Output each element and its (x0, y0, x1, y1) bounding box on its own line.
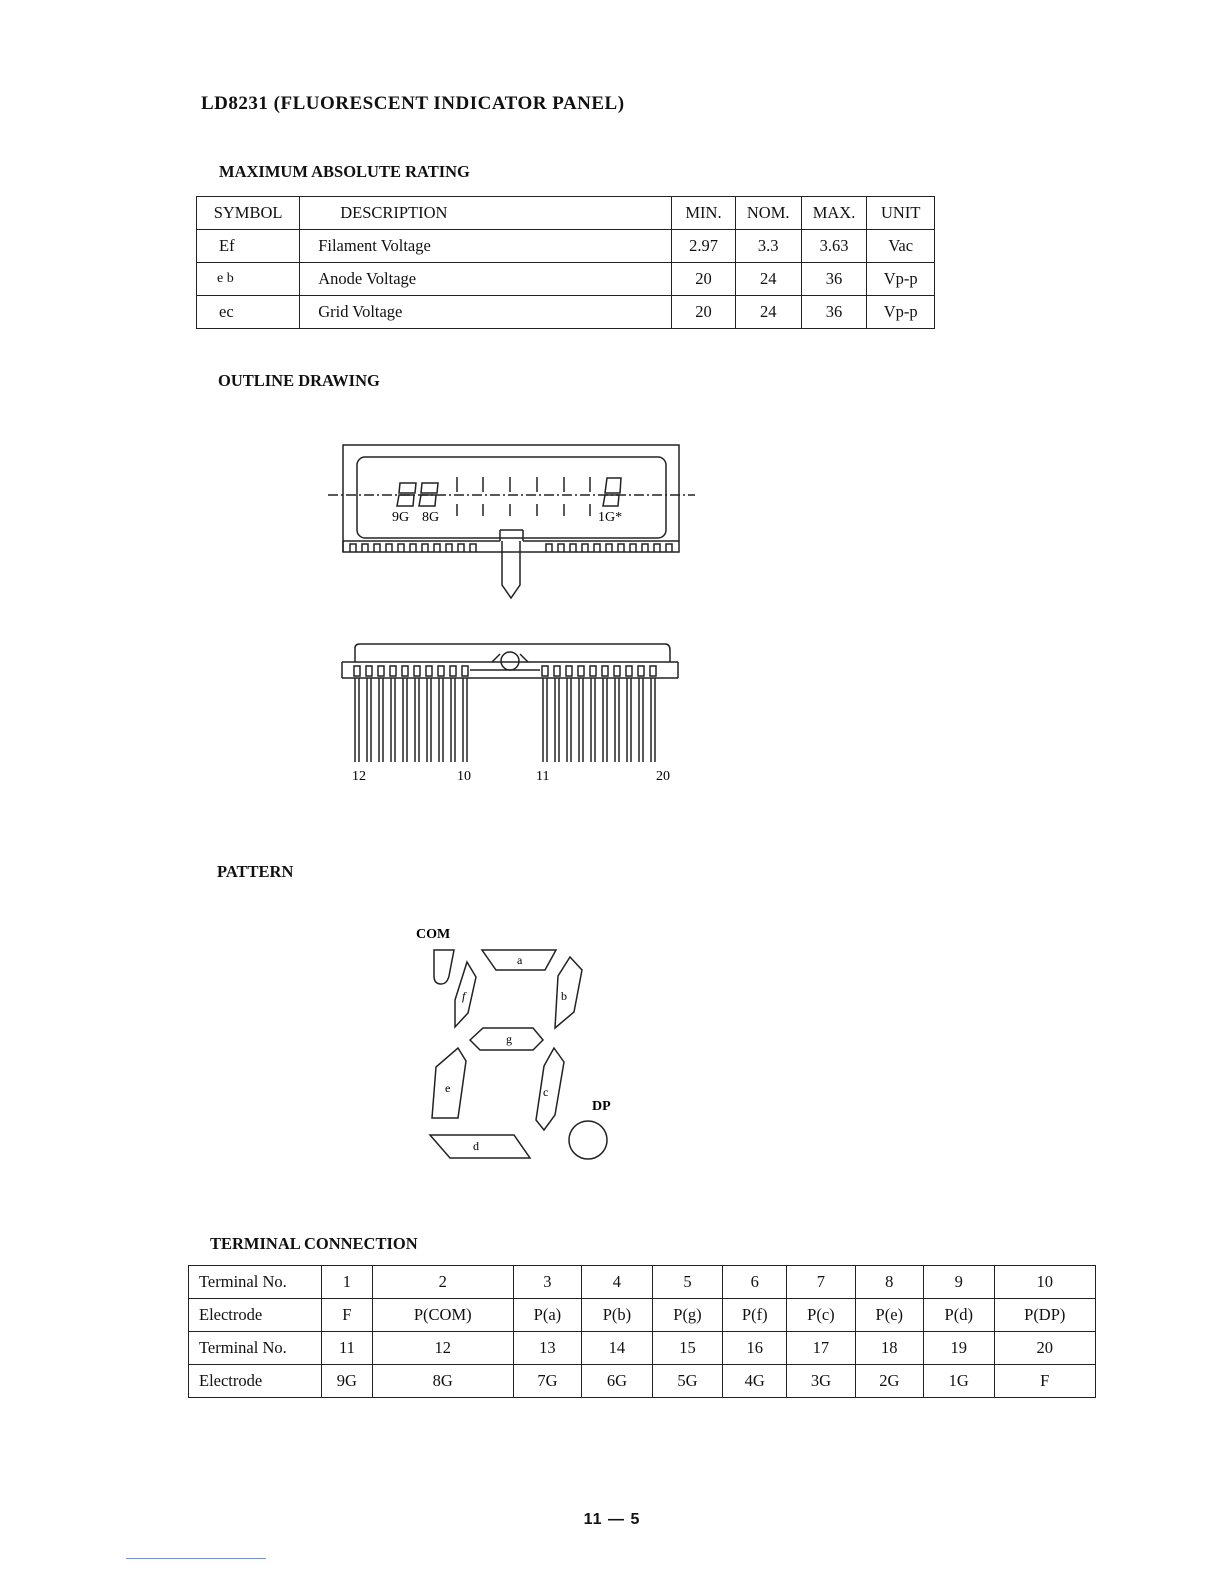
digit-8g-glyph (419, 483, 438, 506)
cell-electrode: P(a) (513, 1299, 581, 1332)
pin-header (450, 666, 456, 676)
cell-nom: 24 (735, 296, 801, 329)
pin-header (462, 666, 468, 676)
cell-max: 3.63 (801, 230, 867, 263)
pin-header (378, 666, 384, 676)
outline-heading: OUTLINE DRAWING (218, 371, 380, 390)
pin-header (426, 666, 432, 676)
pin-label-10: 10 (457, 769, 471, 784)
cell-max: 36 (801, 263, 867, 296)
table-row (197, 263, 935, 296)
row-label-terminal: Terminal No. (189, 1332, 322, 1365)
cell-electrode: 6G (582, 1365, 653, 1398)
pin-header (554, 666, 560, 676)
cell-unit: Vp-p (867, 263, 935, 296)
pin-label-12: 12 (352, 769, 366, 784)
pin-header (390, 666, 396, 676)
cell-terminal: 17 (787, 1332, 855, 1365)
cell-electrode: P(b) (582, 1299, 653, 1332)
grid-label-1g: 1G* (598, 510, 623, 525)
cell-terminal: 19 (923, 1332, 994, 1365)
cell-unit: Vac (867, 230, 935, 263)
cell-min: 2.97 (672, 230, 736, 263)
cell-electrode: 5G (652, 1365, 723, 1398)
pin-header (578, 666, 584, 676)
segment-label-b: b (561, 989, 567, 1003)
cell-terminal: 12 (372, 1332, 513, 1365)
pin-header (566, 666, 572, 676)
row-label-electrode: Electrode (189, 1365, 322, 1398)
grid-label-9g: 9G (392, 510, 410, 525)
table-row (189, 1365, 1096, 1398)
cell-symbol: e b (197, 263, 300, 296)
segment-label-a: a (517, 953, 523, 967)
segment-b (555, 957, 582, 1028)
cell-terminal: 8 (855, 1266, 923, 1299)
cell-electrode: P(d) (923, 1299, 994, 1332)
header-unit: UNIT (867, 197, 935, 230)
rating-table (196, 196, 935, 329)
max-rating-heading: MAXIMUM ABSOLUTE RATING (219, 162, 470, 181)
pin-header (614, 666, 620, 676)
grid-label-8g: 8G (422, 510, 440, 525)
table-row (189, 1299, 1096, 1332)
cell-terminal: 6 (723, 1266, 787, 1299)
page-number: 11 — 5 (583, 1511, 641, 1528)
cell-symbol: ec (197, 296, 300, 329)
cell-electrode: P(DP) (994, 1299, 1095, 1332)
cell-min: 20 (672, 263, 736, 296)
pin-header (590, 666, 596, 676)
pin-header (402, 666, 408, 676)
segment-label-e: e (445, 1081, 451, 1095)
pin-header (366, 666, 372, 676)
cell-terminal: 15 (652, 1332, 723, 1365)
cell-terminal: 5 (652, 1266, 723, 1299)
header-nom: NOM. (735, 197, 801, 230)
cell-symbol: Ef (197, 230, 300, 263)
pin-label-11: 11 (536, 769, 550, 784)
footer-rule (126, 1558, 266, 1559)
pin-header (638, 666, 644, 676)
dp-label: DP (592, 1099, 611, 1114)
pattern-heading: PATTERN (217, 862, 294, 881)
cell-terminal: 11 (322, 1332, 373, 1365)
cell-nom: 3.3 (735, 230, 801, 263)
cell-terminal: 13 (513, 1332, 581, 1365)
cell-terminal: 16 (723, 1332, 787, 1365)
digit-9g-glyph (397, 483, 416, 506)
cell-terminal: 4 (582, 1266, 653, 1299)
digit-1g-glyph (603, 478, 621, 506)
segment-label-g: g (506, 1032, 512, 1046)
cell-electrode: 1G (923, 1365, 994, 1398)
outline-side-view (330, 640, 690, 790)
pin-header (414, 666, 420, 676)
segment-d (430, 1135, 530, 1158)
pin-label-20: 20 (656, 769, 670, 784)
header-min: MIN. (672, 197, 736, 230)
pin-header (602, 666, 608, 676)
header-max: MAX. (801, 197, 867, 230)
exhaust-tip-circle (501, 652, 519, 670)
table-row (189, 1266, 1096, 1299)
panel-body-outline (343, 445, 679, 552)
cell-electrode: 3G (787, 1365, 855, 1398)
cell-terminal: 18 (855, 1332, 923, 1365)
cell-terminal: 1 (322, 1266, 373, 1299)
pin-header (438, 666, 444, 676)
cell-description: Grid Voltage (300, 296, 672, 329)
cell-electrode: P(COM) (372, 1299, 513, 1332)
terminal-table (188, 1265, 1096, 1398)
table-header-row (197, 197, 935, 230)
cell-terminal: 14 (582, 1332, 653, 1365)
cell-max: 36 (801, 296, 867, 329)
page-title: LD8231 (FLUORESCENT INDICATOR PANEL) (201, 93, 625, 114)
segment-com (434, 950, 454, 984)
header-description: DESCRIPTION (300, 197, 672, 230)
cell-electrode: 8G (372, 1365, 513, 1398)
cell-terminal: 9 (923, 1266, 994, 1299)
row-label-electrode: Electrode (189, 1299, 322, 1332)
outline-front-view (320, 440, 710, 605)
digit-separators (457, 477, 590, 516)
cell-electrode: P(e) (855, 1299, 923, 1332)
cell-terminal: 10 (994, 1266, 1095, 1299)
pin-row (354, 666, 656, 762)
cell-electrode: 9G (322, 1365, 373, 1398)
cell-terminal: 20 (994, 1332, 1095, 1365)
table-row (189, 1332, 1096, 1365)
cell-terminal: 7 (787, 1266, 855, 1299)
segment-label-d: d (473, 1139, 479, 1153)
segment-pattern (410, 920, 630, 1170)
pin-header (650, 666, 656, 676)
exhaust-tip-base (500, 530, 523, 541)
terminal-heading: TERMINAL CONNECTION (210, 1234, 418, 1253)
pin-header (542, 666, 548, 676)
pin-header (354, 666, 360, 676)
cell-description: Filament Voltage (300, 230, 672, 263)
lower-pin-strip (343, 541, 679, 552)
cell-nom: 24 (735, 263, 801, 296)
tip-shoulder (492, 654, 528, 662)
segment-label-f: f (462, 989, 466, 1003)
pin-header (626, 666, 632, 676)
cell-electrode: F (322, 1299, 373, 1332)
cell-electrode: F (994, 1365, 1095, 1398)
segment-c (536, 1048, 564, 1130)
table-row (197, 296, 935, 329)
cell-description: Anode Voltage (300, 263, 672, 296)
cell-unit: Vp-p (867, 296, 935, 329)
cell-terminal: 3 (513, 1266, 581, 1299)
cell-electrode: P(f) (723, 1299, 787, 1332)
com-label: COM (416, 927, 451, 942)
segment-dp (569, 1121, 607, 1159)
cell-terminal: 2 (372, 1266, 513, 1299)
cell-min: 20 (672, 296, 736, 329)
row-label-terminal: Terminal No. (189, 1266, 322, 1299)
cell-electrode: P(c) (787, 1299, 855, 1332)
segment-label-c: c (543, 1085, 549, 1099)
segment-f (455, 962, 476, 1027)
display-window (357, 457, 666, 538)
exhaust-tip (502, 541, 520, 598)
header-symbol: SYMBOL (197, 197, 300, 230)
cell-electrode: 4G (723, 1365, 787, 1398)
cell-electrode: 2G (855, 1365, 923, 1398)
table-row (197, 230, 935, 263)
cell-electrode: 7G (513, 1365, 581, 1398)
cell-electrode: P(g) (652, 1299, 723, 1332)
